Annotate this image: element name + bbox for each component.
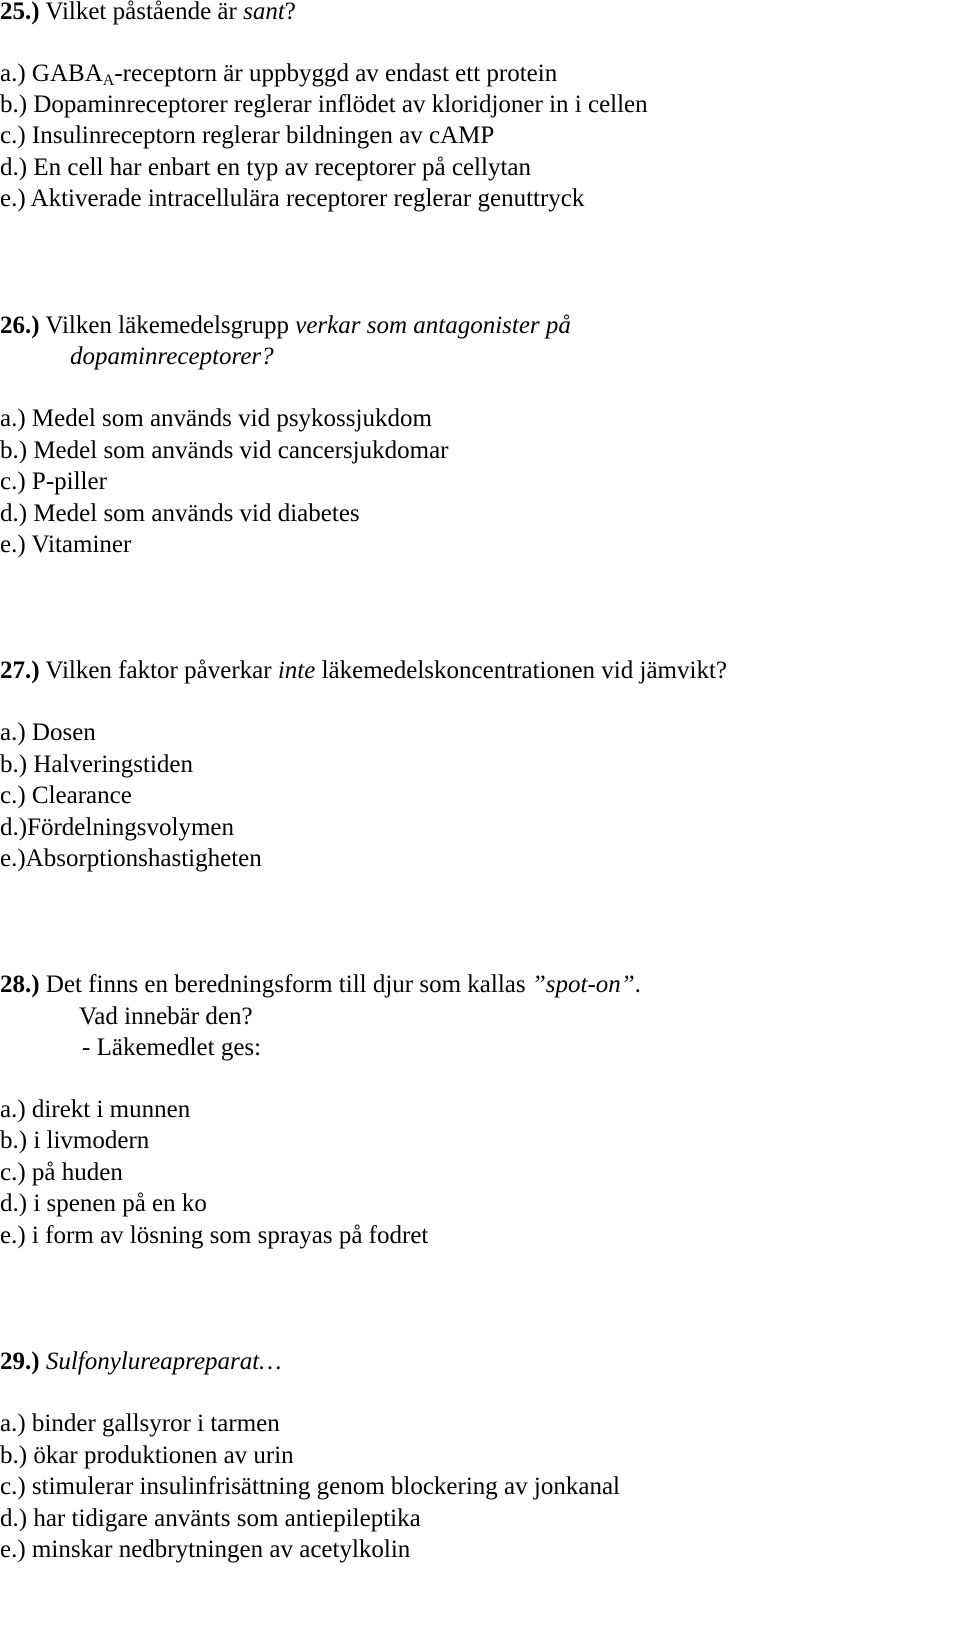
answer-option: a.) binder gallsyror i tarmen [0, 1410, 280, 1437]
question-number: 27.) [0, 657, 40, 684]
question-26-stem: 26.) Vilken läkemedelsgrupp verkar som antagonister på [0, 312, 571, 339]
answer-option: d.) i spenen på en ko [0, 1190, 207, 1217]
answer-option: b.) ökar produktionen av urin [0, 1442, 294, 1469]
answer-option: b.) i livmodern [0, 1127, 150, 1154]
answer-option: c.) Insulinreceptorn reglerar bildningen av cAMP [0, 122, 495, 149]
answer-option: c.) P-piller [0, 468, 107, 495]
answer-option: e.) minskar nedbrytningen av acetylkolin [0, 1536, 411, 1563]
question-28-stem: 28.) Det finns en beredningsform till djur som kallas ”spot-on”. [0, 971, 641, 998]
answer-option: b.) Dopaminreceptorer reglerar inflödet av kloridjoner in i cellen [0, 91, 648, 118]
answer-option: a.) direkt i munnen [0, 1096, 191, 1123]
question-28-stem-line3: - Läkemedlet ges: [82, 1034, 262, 1061]
question-number: 25.) [0, 0, 40, 25]
answer-option: a.) Dosen [0, 719, 96, 746]
question-number: 28.) [0, 971, 40, 998]
question-number: 26.) [0, 312, 40, 339]
answer-option: e.)Absorptionshastigheten [0, 845, 262, 872]
answer-option: c.) stimulerar insulinfrisättning genom blockering av jonkanal [0, 1473, 620, 1500]
answer-option: b.) Medel som används vid cancersjukdomar [0, 437, 449, 464]
question-27-stem: 27.) Vilken faktor påverkar inte läkemedelskoncentrationen vid jämvikt? [0, 657, 727, 684]
answer-option: a.) $GABA_A$-receptorn är uppbyggd av endast ett protein [0, 60, 558, 89]
answer-option: c.) Clearance [0, 782, 132, 809]
question-28-stem-line2: Vad innebär den? [79, 1003, 253, 1030]
answer-option: d.) En cell har enbart en typ av receptorer på cellytan [0, 154, 531, 181]
answer-option: c.) på huden [0, 1159, 123, 1186]
question-26-stem-line2: dopaminreceptorer? [70, 343, 274, 370]
answer-option: d.) har tidigare använts som antiepileptika [0, 1505, 421, 1532]
answer-option: e.) Vitaminer [0, 531, 132, 558]
question-number: 29.) [0, 1348, 40, 1375]
answer-option: d.)Fördelningsvolymen [0, 814, 235, 841]
answer-option: d.) Medel som används vid diabetes [0, 500, 360, 527]
answer-option: e.) Aktiverade intracellulära receptorer reglerar genuttryck [0, 185, 585, 212]
question-25-stem: 25.) Vilket påstående är sant? [0, 0, 296, 25]
answer-option: b.) Halveringstiden [0, 751, 194, 778]
answer-option: e.) i form av lösning som sprayas på fodret [0, 1222, 429, 1249]
answer-option: a.) Medel som används vid psykossjukdom [0, 405, 432, 432]
question-29-stem: 29.) Sulfonylureapreparat… [0, 1348, 282, 1375]
